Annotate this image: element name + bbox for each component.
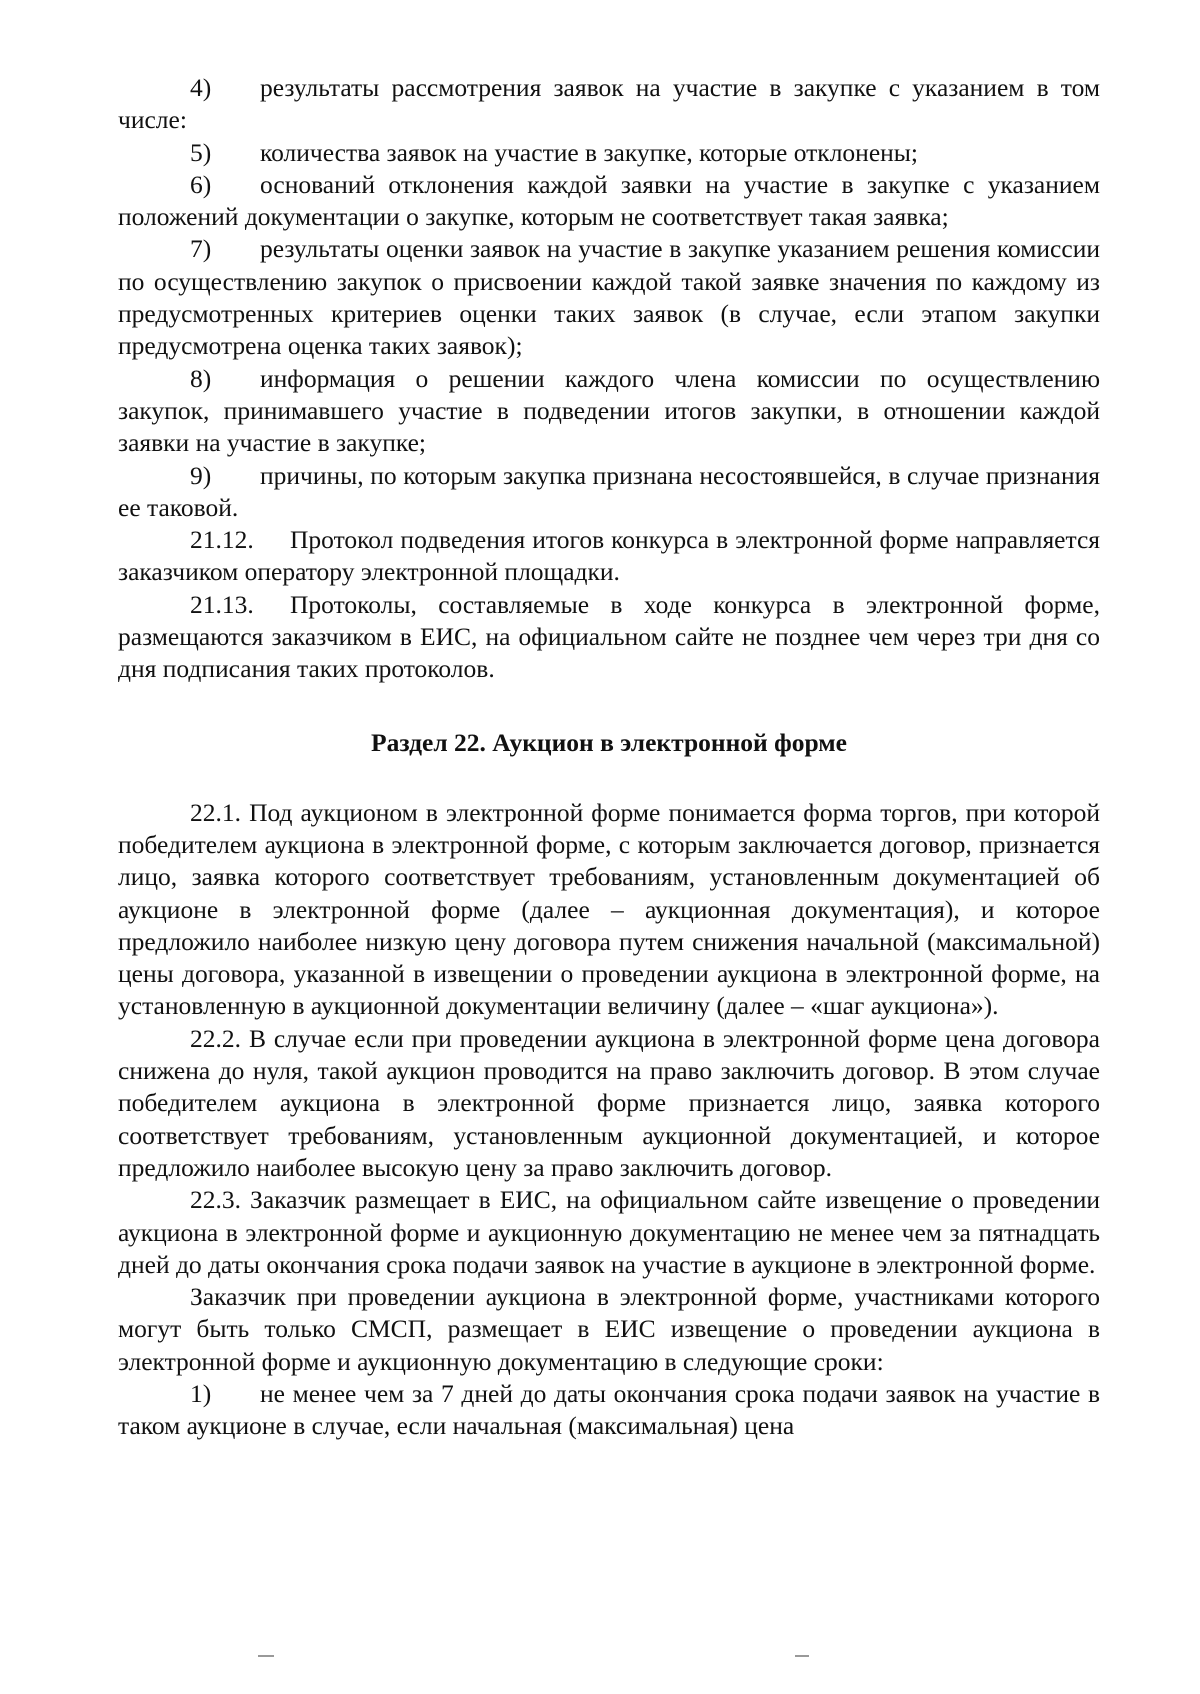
list-item — [118, 1378, 1100, 1443]
item-number: 8) — [190, 363, 212, 393]
item-text: причины, по которым закупка признана несостоявшейся, в случае признания ее таковой. — [118, 460, 1100, 522]
top-paragraphs — [118, 72, 1100, 686]
item-text: не менее чем за 7 дней до даты окончания срока подачи заявок на участие в таком аукционе в случае, если начальная (максимальная) цена — [118, 1378, 1100, 1441]
item-text: оснований отклонения каждой заявки на участие в закупке с указанием положений документации о закупке, которым не соответствует такая заявка; — [118, 169, 1100, 232]
item-text: информация о решении каждого члена комиссии по осуществлению закупок, принимавшего участие в подведении итогов закупки, в отношении каждой заявки на участие в закупке; — [118, 363, 1100, 458]
item-number: 1) — [190, 1378, 212, 1408]
clause-number: 21.12. — [190, 525, 254, 555]
section-title: Раздел 22. Аукцион в электронной форме — [371, 727, 847, 757]
body-paragraph: 22.1. Под аукционом в электронной форме понимается форма торгов, при которой победителем аукциона в электронной форме, с которым заключается договор, признается лицо, заявка которого соответствует требованиям, установленным документацией об аукционе в электронной форме (далее – аукционная документация), и которое предложило наиболее низкую цену договора путем снижения начальной (максимальной) цены договора, указанной в извещении о проведении аукциона в электронной форме, на установленную в аукционной документации величину (далее – «шаг аукциона»). — [118, 797, 1100, 1021]
list-item — [118, 363, 1100, 460]
item-number: 9) — [190, 460, 212, 490]
clause-paragraph — [118, 524, 1100, 589]
bottom-paragraphs — [118, 797, 1100, 1443]
clause-paragraph — [118, 589, 1100, 686]
clause-number: 21.13. — [190, 589, 254, 619]
body-paragraph: 22.3. Заказчик размещает в ЕИС, на официальном сайте извещение о проведении аукциона в электронной форме и аукционную документацию не менее чем за пятнадцать дней до даты окончания срока подачи заявок на участие в аукционе в электронной форме. — [118, 1185, 1100, 1279]
list-item — [118, 72, 1100, 137]
document-page — [118, 72, 1100, 1443]
list-item — [118, 460, 1100, 525]
clause-text: Протокол подведения итогов конкурса в электронной форме направляется заказчиком оператору электронной площадки. — [118, 525, 1100, 587]
body-paragraph: 22.2. В случае если при проведении аукциона в электронной форме цена договора снижена до нуля, такой аукцион проводится на право заключить договор. В этом случае победителем аукциона в электронной форме признается лицо, заявка которого соответствует требованиям, установленным аукционной документацией, и которое предложило наиболее высокую цену за право заключить договор. — [118, 1023, 1100, 1182]
list-item — [118, 169, 1100, 234]
item-number: 7) — [190, 234, 212, 264]
body-paragraph: Заказчик при проведении аукциона в электронной форме, участниками которого могут быть только СМСП, размещает в ЕИС извещение о проведении аукциона в электронной форме и аукционную документацию в следующие сроки: — [118, 1282, 1100, 1376]
item-number: 6) — [190, 169, 212, 199]
clause-text: Протоколы, составляемые в ходе конкурса в электронной форме, размещаются заказчиком в ЕИС, на официальном сайте не позднее чем через три дня со дня подписания таких протоколов. — [118, 589, 1100, 684]
scan-artifact-left — [258, 1655, 274, 1657]
item-text: результаты оценки заявок на участие в закупке указанием решения комиссии по осуществлению закупок о присвоении каждой такой заявке значения по каждому из предусмотренных критериев оценки таких заявок (в случае, если этапом закупки предусмотрена оценка таких заявок); — [118, 234, 1100, 361]
list-item — [118, 233, 1100, 362]
scan-artifact-right — [795, 1655, 809, 1657]
list-item — [118, 137, 1100, 169]
item-text: результаты рассмотрения заявок на участие в закупке с указанием в том числе: — [118, 73, 1100, 135]
item-number: 4) — [190, 73, 212, 102]
item-text: количества заявок на участие в закупке, которые отклонены; — [260, 137, 918, 167]
item-number: 5) — [190, 137, 212, 167]
